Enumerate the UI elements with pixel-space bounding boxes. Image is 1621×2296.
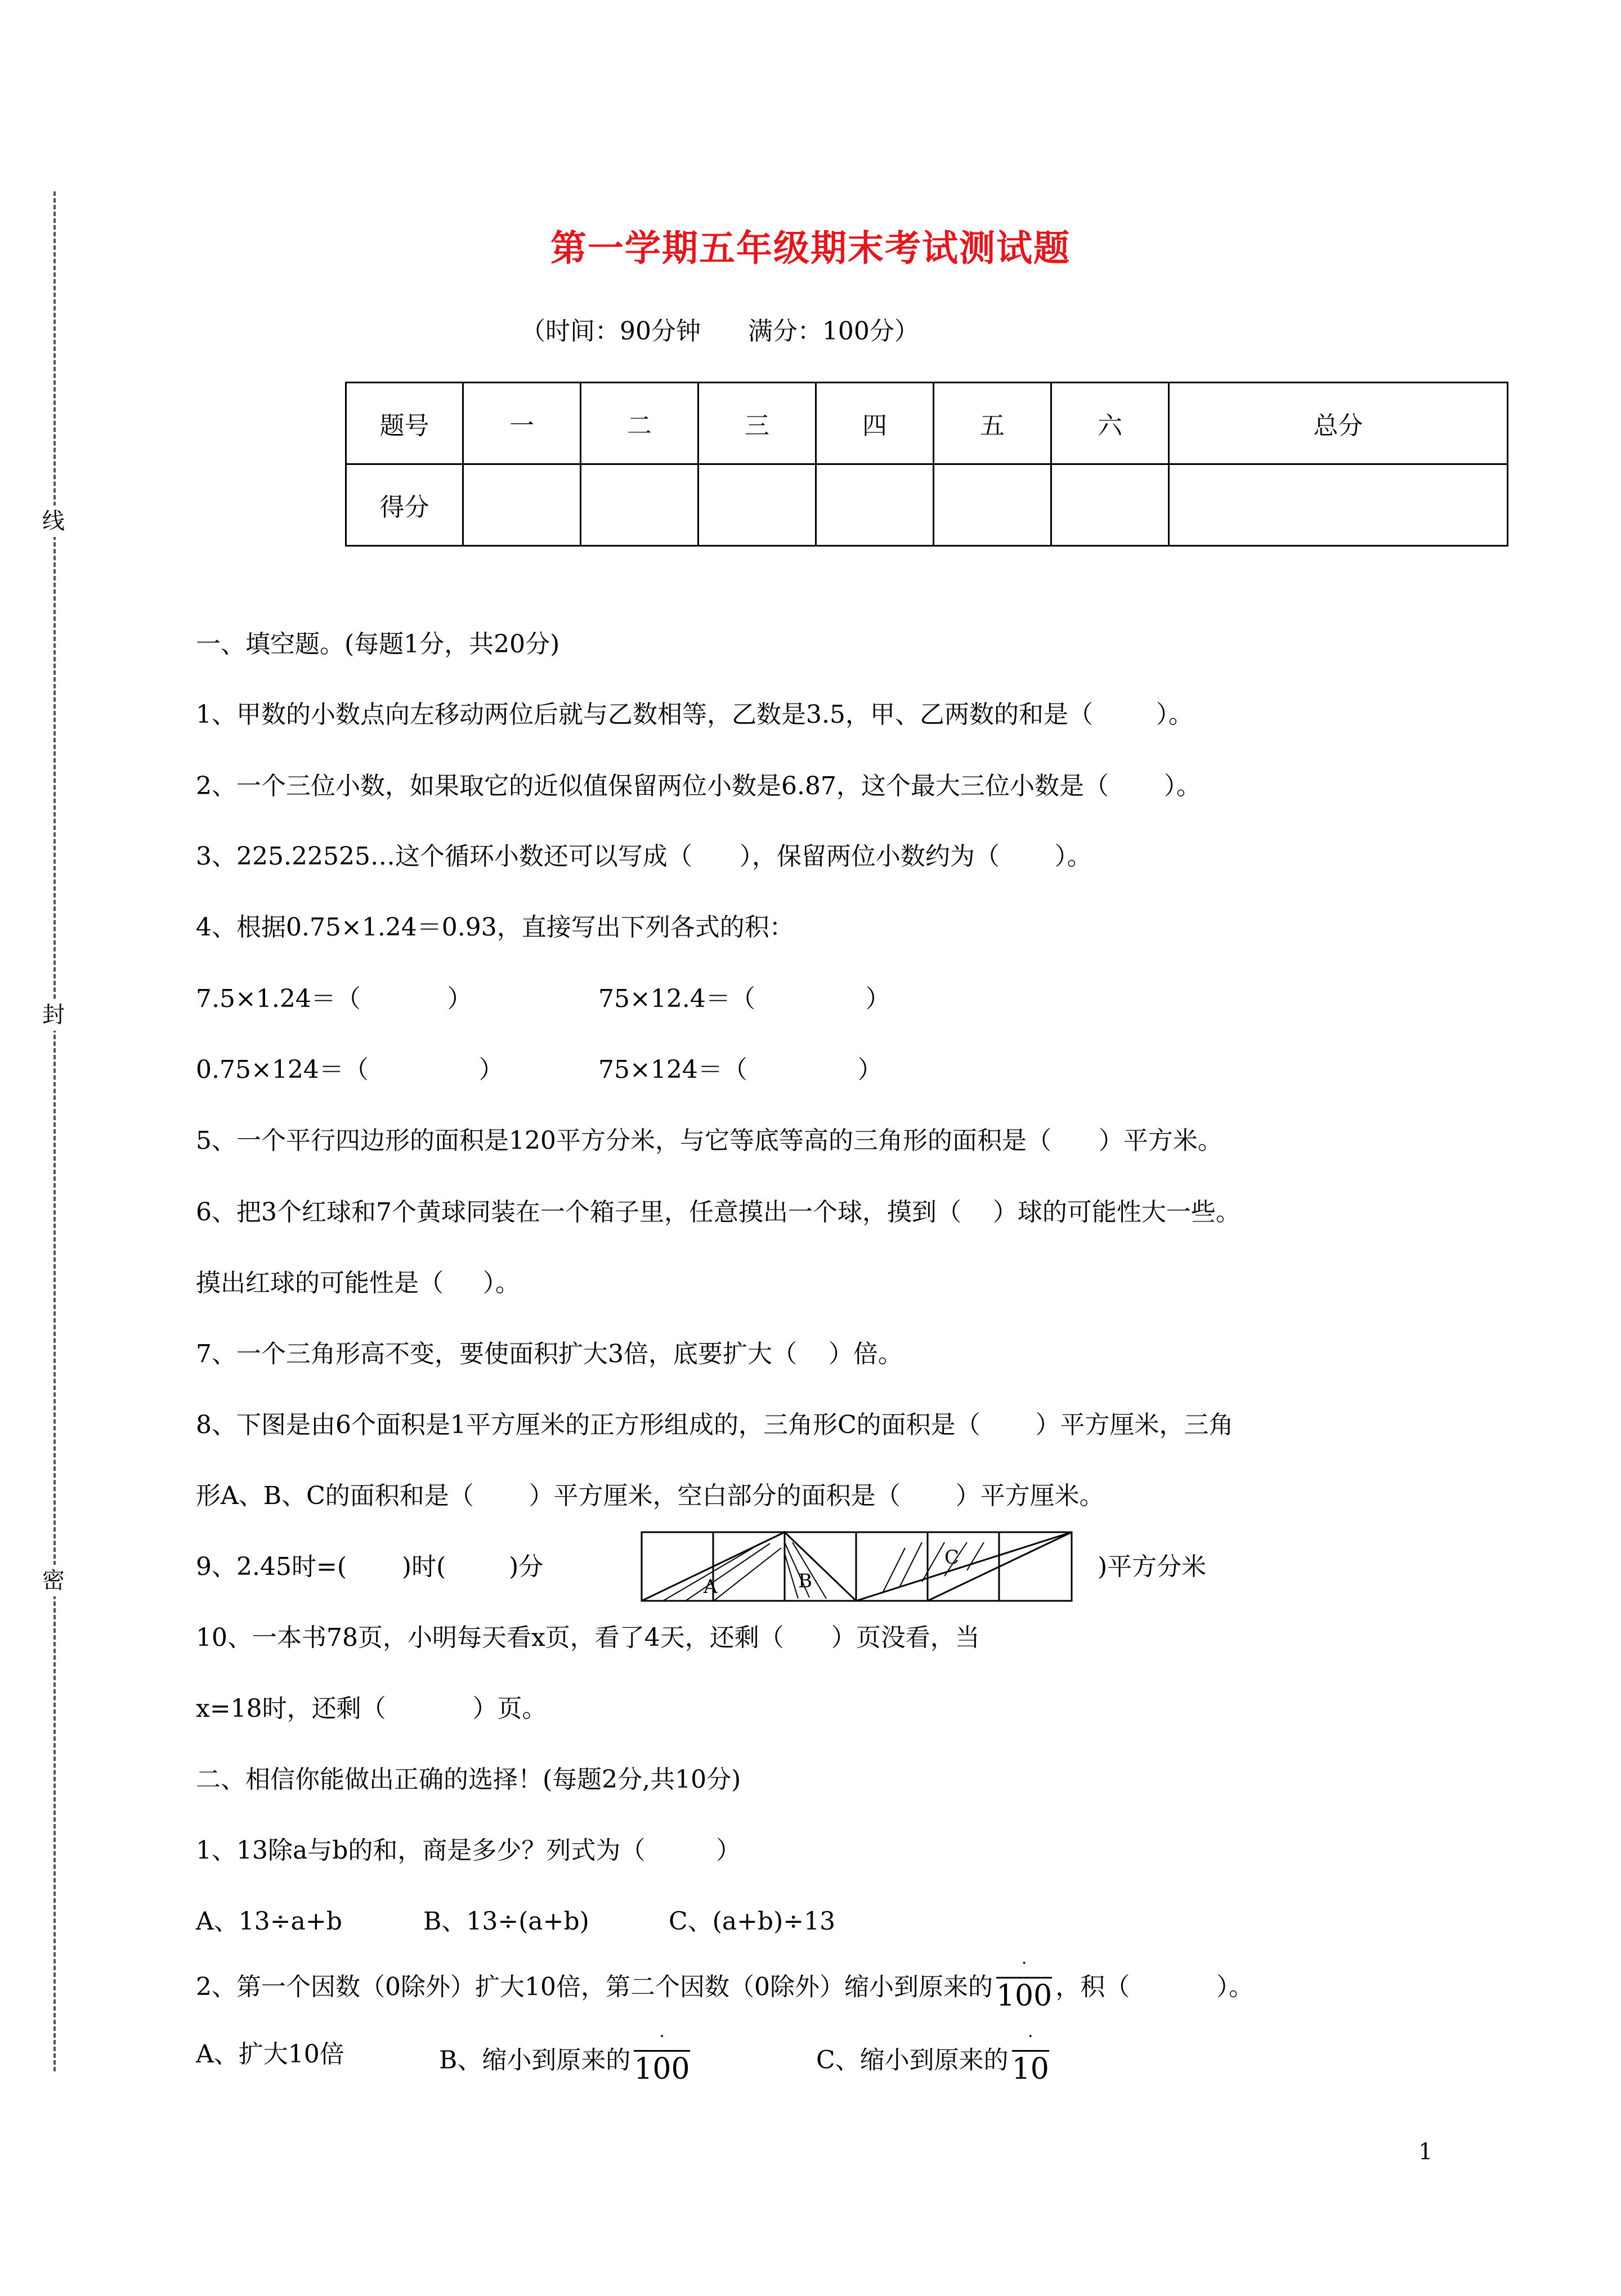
page-title: 第一学期五年级期末考试测试题 xyxy=(550,227,1071,270)
fraction-1-100: $\frac{˙}{100}$ xyxy=(996,1959,1053,2013)
header-cell: 总分 xyxy=(1169,383,1508,464)
header-cell: 三 xyxy=(698,383,816,464)
triangle-c xyxy=(856,1532,1072,1601)
question-1-4d: 75×124＝（ ） xyxy=(598,1055,883,1084)
option-2-1-b: B、13÷(a+b) xyxy=(423,1907,589,1936)
question-1-10b: x=18时，还剩（ ）页。 xyxy=(196,1694,547,1723)
binding-char-feng: 封 xyxy=(39,999,68,1031)
score-cell[interactable] xyxy=(816,464,934,546)
score-cell[interactable] xyxy=(934,464,1051,546)
question-1-4b: 75×12.4＝（ ） xyxy=(598,984,890,1013)
option-2-2-b-text: B、缩小到原来的 xyxy=(439,2046,631,2075)
question-1-5: 5、一个平行四边形的面积是120平方分米，与它等底等高的三角形的面积是（ ）平方米。 xyxy=(196,1126,1223,1155)
binding-char-xian: 线 xyxy=(39,505,68,537)
question-2-2-tail: ，积（ ）。 xyxy=(1055,1972,1254,2002)
question-1-4c: 0.75×124＝（ ） xyxy=(196,1055,504,1084)
option-2-2-b xyxy=(439,2032,693,2086)
score-cell[interactable] xyxy=(581,464,698,546)
score-cell[interactable] xyxy=(1169,464,1508,546)
option-2-1-a: A、13÷a+b xyxy=(196,1907,342,1936)
score-cell[interactable] xyxy=(463,464,581,546)
question-1-4a: 7.5×1.24＝（ ） xyxy=(196,984,472,1013)
score-cell[interactable] xyxy=(1051,464,1169,546)
header-cell: 四 xyxy=(816,383,934,464)
question-1-4: 4、根据0.75×1.24＝0.93，直接写出下列各式的积： xyxy=(196,913,794,942)
question-1-8b: 形A、B、C的面积和是（ ）平方厘米，空白部分的面积是（ ）平方厘米。 xyxy=(196,1482,1104,1510)
option-2-2-c xyxy=(816,2032,1053,2086)
exam-info: （时间：90分钟 满分：100分） xyxy=(521,317,919,346)
question-1-2: 2、一个三位小数，如果取它的近似值保留两位小数是6.87，这个最大三位小数是（ ）。 xyxy=(196,772,1201,800)
score-table-score-row xyxy=(346,464,1508,546)
page-number: 1 xyxy=(1418,2139,1433,2165)
squares-figure xyxy=(641,1531,1074,1603)
header-cell: 题号 xyxy=(346,383,463,464)
fraction-1-100: $\frac{˙}{100}$ xyxy=(634,2032,690,2086)
question-1-7: 7、一个三角形高不变，要使面积扩大3倍，底要扩大（ ）倍。 xyxy=(196,1340,903,1368)
question-1-9-tail: )平方分米 xyxy=(1098,1552,1207,1581)
header-cell: 二 xyxy=(581,383,698,464)
option-2-2-c-text: C、缩小到原来的 xyxy=(816,2046,1009,2075)
question-1-8: 8、下图是由6个面积是1平方厘米的正方形组成的，三角形C的面积是（ ）平方厘米，三角 xyxy=(196,1411,1234,1439)
label-a: A xyxy=(704,1576,718,1598)
option-2-2-a: A、扩大10倍 xyxy=(196,2040,344,2069)
binding-char-mi: 密 xyxy=(39,1565,68,1596)
section1-heading: 一、填空题。(每题1分，共20分) xyxy=(196,630,560,659)
question-1-6: 6、把3个红球和7个黄球同装在一个箱子里，任意摸出一个球，摸到（ ）球的可能性大一些。 xyxy=(196,1198,1241,1227)
question-1-9: 9、2.45时=( )时( )分 xyxy=(196,1552,544,1581)
question-2-2-text: 2、第一个因数（0除外）扩大10倍，第二个因数（0除外）缩小到原来的 xyxy=(196,1972,993,2002)
score-table xyxy=(345,382,1508,547)
fraction-denominator: 10 xyxy=(1011,2052,1049,2086)
fraction-denominator: 100 xyxy=(996,1979,1053,2013)
header-cell: 六 xyxy=(1051,383,1169,464)
fraction-1-10: $\frac{˙}{10}$ xyxy=(1011,2032,1049,2086)
question-1-6b: 摸出红球的可能性是（ ）。 xyxy=(196,1269,520,1297)
row-label-cell: 得分 xyxy=(346,464,463,546)
label-c: C xyxy=(944,1546,960,1569)
question-2-2 xyxy=(196,1959,1254,2013)
header-cell: 一 xyxy=(463,383,581,464)
label-b: B xyxy=(798,1570,812,1592)
fraction-denominator: 100 xyxy=(634,2052,690,2086)
question-1-10: 10、一本书78页，小明每天看x页，看了4天，还剩（ ）页没看，当 xyxy=(196,1623,980,1652)
header-cell: 五 xyxy=(934,383,1051,464)
section2-heading: 二、相信你能做出正确的选择！(每题2分,共10分) xyxy=(196,1765,741,1794)
binding-dashed-line xyxy=(53,191,56,2071)
question-2-1: 1、13除a与b的和，商是多少？列式为（ ） xyxy=(196,1836,741,1865)
score-cell[interactable] xyxy=(698,464,816,546)
question-1-3: 3、225.22525…这个循环小数还可以写成（ ），保留两位小数约为（ ）。 xyxy=(196,842,1092,871)
question-1-1: 1、甲数的小数点向左移动两位后就与乙数相等，乙数是3.5，甲、乙两数的和是（ ）。 xyxy=(196,700,1193,729)
option-2-1-c: C、(a+b)÷13 xyxy=(669,1907,836,1936)
score-table-header-row xyxy=(346,383,1508,464)
